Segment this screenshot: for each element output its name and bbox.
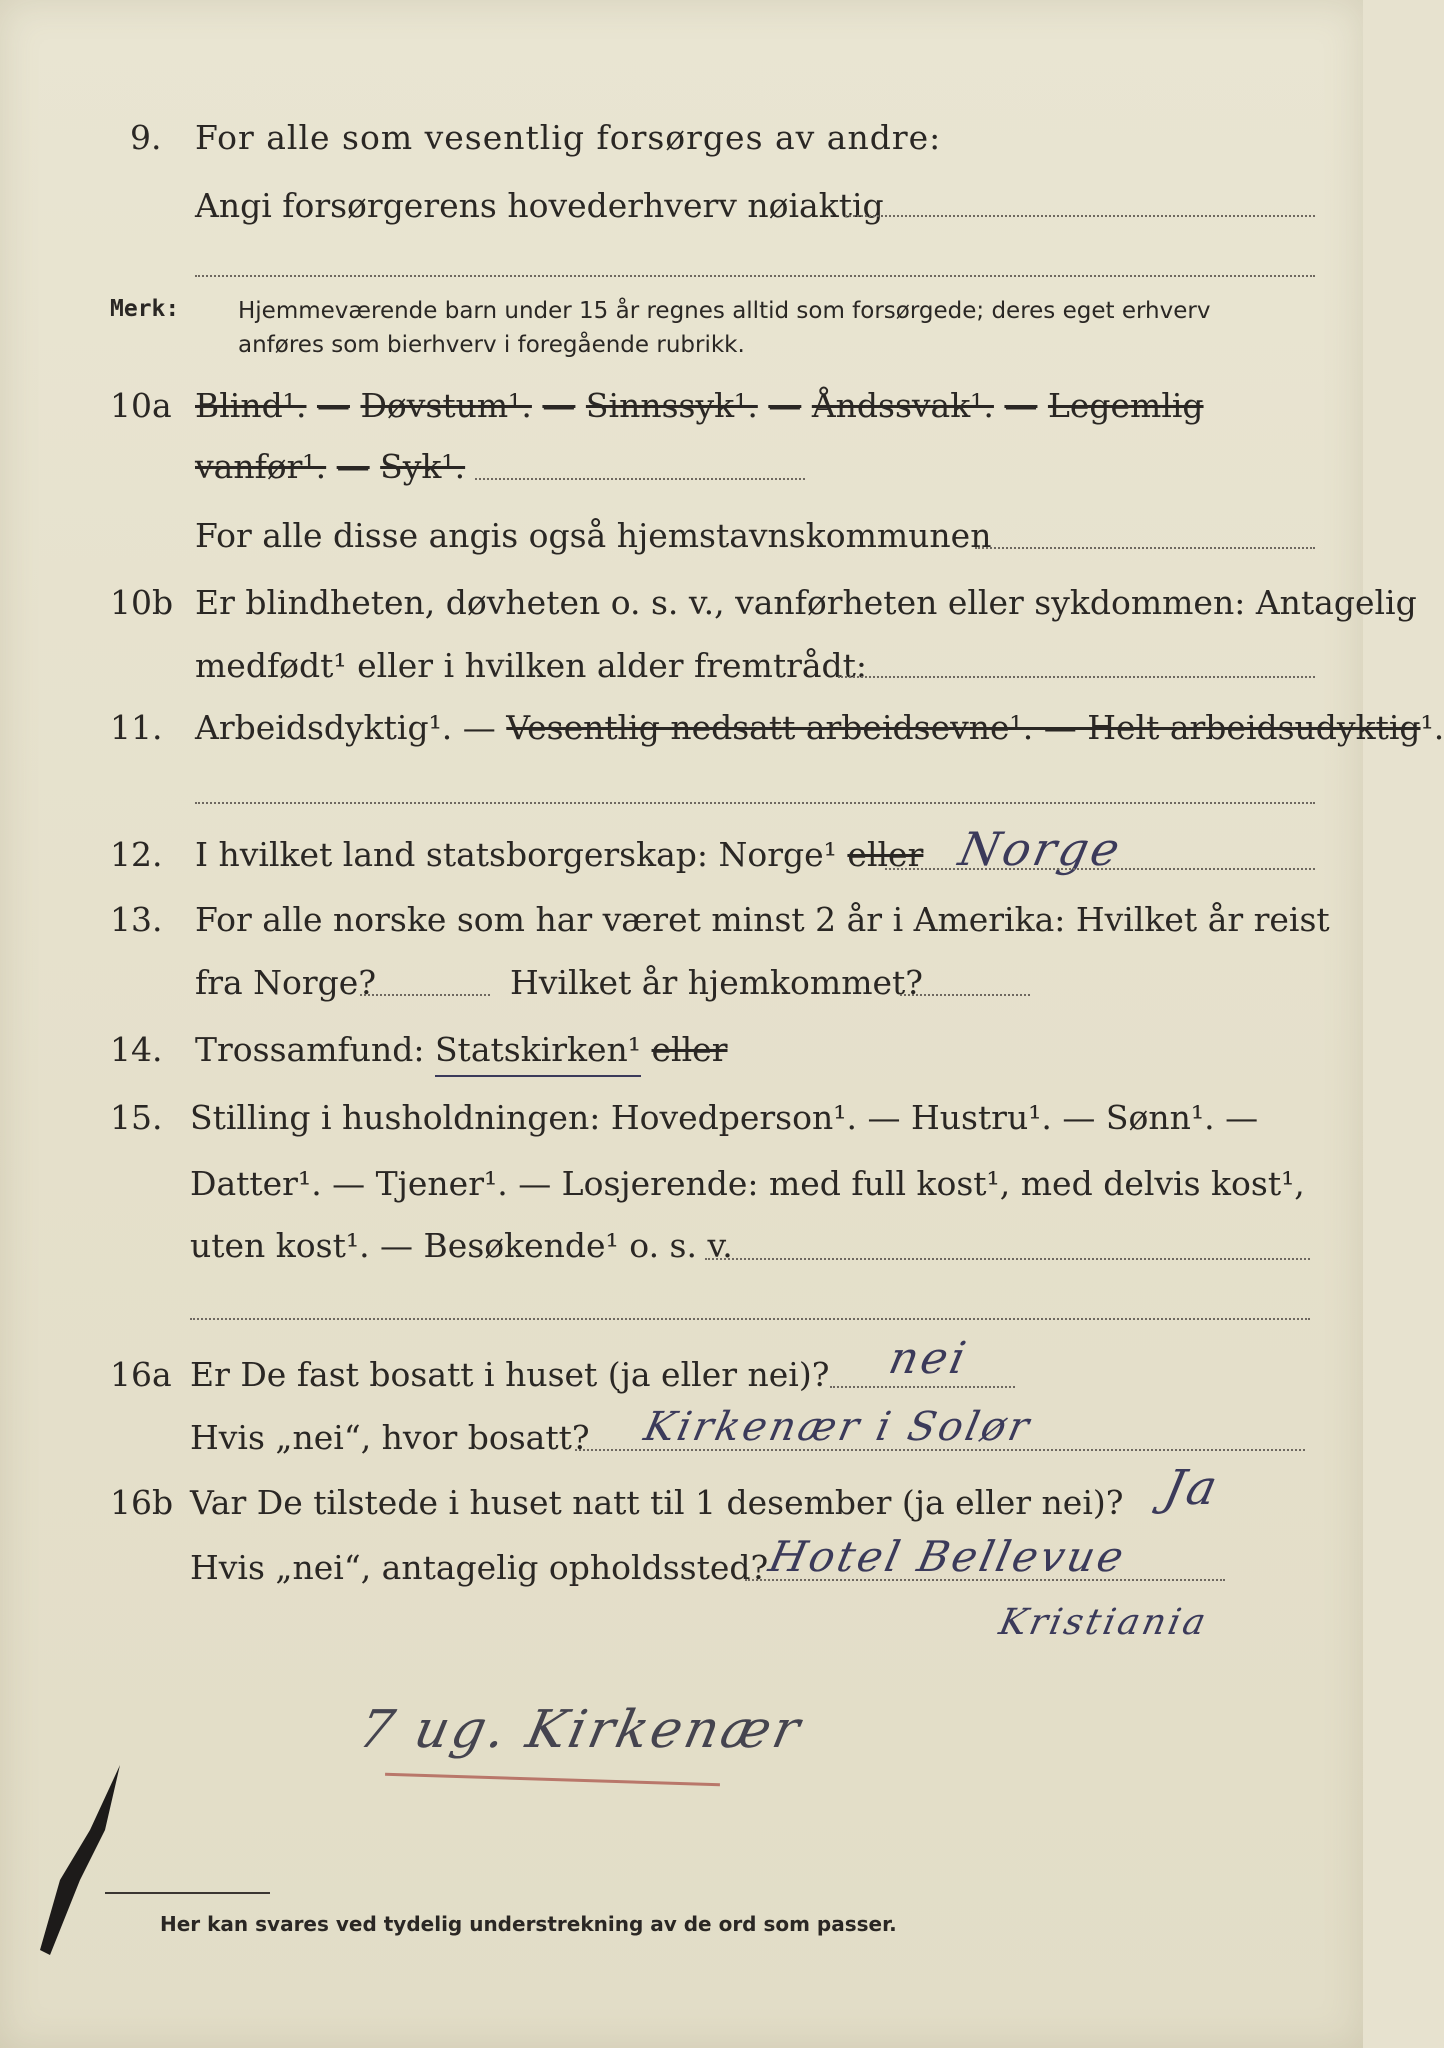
q10a-opt-vanfor: vanfør¹. — [195, 447, 327, 486]
q16b-line1: Var De tilstede i huset natt til 1 desember (ja eller nei)? — [190, 1483, 1124, 1522]
q15-line1: Stilling i husholdningen: Hovedperson¹. — Hustru¹. — Sønn¹. — — [190, 1098, 1259, 1137]
q11-opt-struck: Vesentlig nedsatt arbeidsevne¹. — Helt arbeidsudyktig — [506, 708, 1421, 747]
q15-answer-line — [705, 1258, 1310, 1260]
merk-label: Merk: — [110, 296, 180, 322]
q14-question: Trossamfund: Statskirken¹ eller — [195, 1030, 727, 1077]
q9-number: 9. — [130, 118, 162, 157]
q10b-answer-line — [838, 676, 1315, 678]
footnote-text: Her kan svares ved tydelig understrekning av de ord som passer. — [160, 1912, 897, 1936]
q16a-line2: Hvis „nei“, hvor bosatt? — [190, 1418, 590, 1457]
q14-underlined-answer: Statskirken¹ — [435, 1030, 641, 1077]
merk-line1: Hjemmeværende barn under 15 år regnes alltid som forsørgede; deres eget erhverv — [238, 298, 1211, 324]
q16a-handwritten-answer-1: nei — [884, 1333, 973, 1384]
q10a-number: 10a — [110, 386, 172, 425]
q9-answer-line-2 — [195, 275, 1315, 277]
q12-handwritten-answer: Norge — [954, 822, 1128, 876]
q16a-number: 16a — [110, 1355, 172, 1394]
q14-number: 14. — [110, 1030, 163, 1069]
q10b-line1: Er blindheten, døvheten o. s. v., vanførheten eller sykdommen: Antagelig — [195, 583, 1417, 622]
q13-reist-answer-line — [360, 994, 490, 996]
q15-answer-line-2 — [190, 1318, 1310, 1320]
q10a-answer-line-2 — [975, 547, 1315, 549]
merk-line2: anføres som bierhverv i foregående rubrikk. — [238, 332, 745, 358]
footnote-rule — [105, 1892, 270, 1894]
q12-number: 12. — [110, 835, 163, 874]
q16a-answer-line-1 — [830, 1386, 1015, 1388]
q16b-handwritten-answer-2: Hotel Bellevue — [764, 1532, 1131, 1581]
q13-line2b: Hvilket år hjemkommet? — [510, 963, 923, 1002]
q10a-line3: For alle disse angis også hjemstavnskommunen — [195, 516, 992, 555]
q10b-number: 10b — [110, 583, 174, 622]
q15-number: 15. — [110, 1098, 163, 1137]
q9-line1: For alle som vesentlig forsørges av andre: — [195, 118, 942, 157]
q10a-opt-andssvak: Åndssvak¹. — [811, 386, 994, 425]
q9-answer-line — [845, 215, 1315, 217]
handwritten-note: 7 ug. Kirkenær — [353, 1700, 808, 1760]
q13-number: 13. — [110, 900, 163, 939]
q15-line2: Datter¹. — Tjener¹. — Losjerende: med full kost¹, med delvis kost¹, — [190, 1164, 1305, 1203]
q10a-opt-syk: Syk¹. — [380, 447, 466, 486]
q16b-number: 16b — [110, 1483, 174, 1522]
q10a-opt-legemlig: Legemlig — [1047, 386, 1204, 425]
q13-line2a: fra Norge? — [195, 963, 377, 1002]
q16a-line1: Er De fast bosatt i huset (ja eller nei)? — [190, 1355, 830, 1394]
q9-line2: Angi forsørgerens hovederhverv nøiaktig — [195, 186, 884, 225]
q10a-options-line1: Blind¹. — Døvstum¹. — Sinnssyk¹. — Åndssvak¹. — Legemlig — [195, 386, 1204, 425]
q11-options: Arbeidsdyktig¹. — Vesentlig nedsatt arbeidsevne¹. — Helt arbeidsudyktig¹. — [195, 708, 1444, 747]
q11-opt-arbeidsdyktig: Arbeidsdyktig¹. — — [195, 708, 496, 747]
ink-blot-mark — [20, 1760, 130, 1960]
q12-answer-line — [885, 868, 1315, 870]
q11-answer-line — [195, 802, 1315, 804]
q10a-answer-line-1 — [475, 478, 805, 480]
q16b-handwritten-answer-1: Ja — [1159, 1460, 1225, 1516]
q10a-opt-sinnssyk: Sinnssyk¹. — [585, 386, 758, 425]
q12-question: I hvilket land statsborgerskap: Norge¹ eller — [195, 835, 924, 874]
q13-hjemkommet-answer-line — [900, 994, 1030, 996]
q10a-options-line2: vanfør¹. — Syk¹. — [195, 447, 466, 486]
q11-number: 11. — [110, 708, 163, 747]
q15-line3: uten kost¹. — Besøkende¹ o. s. v. — [190, 1226, 733, 1265]
q16b-line2: Hvis „nei“, antagelig opholdssted? — [190, 1548, 769, 1587]
q10a-opt-dovstum: Døvstum¹. — [360, 386, 532, 425]
red-pencil-underline — [385, 1773, 720, 1787]
q16b-handwritten-answer-3: Kristiania — [995, 1602, 1213, 1643]
q13-line1: For alle norske som har været minst 2 år i Amerika: Hvilket år reist — [195, 900, 1330, 939]
q10a-opt-blind: Blind¹. — [195, 386, 307, 425]
q16a-handwritten-answer-2: Kirkenær i Solør — [640, 1404, 1036, 1450]
q10b-line2: medfødt¹ eller i hvilken alder fremtrådt: — [195, 646, 868, 685]
